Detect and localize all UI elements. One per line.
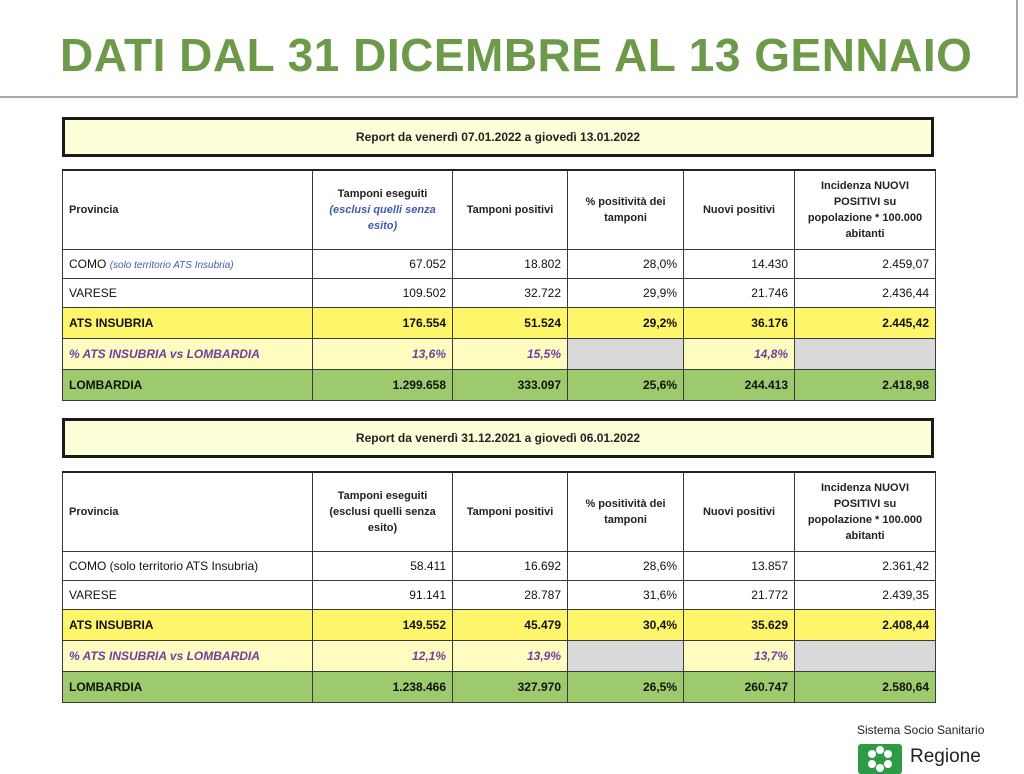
report1-table: [62, 169, 936, 401]
title-divider-end: [1016, 0, 1018, 98]
cell-pct: 28,0%: [568, 250, 684, 279]
cell-positivi: 327.970: [453, 672, 568, 703]
table-row: [63, 279, 936, 308]
cell-pct: 28,6%: [568, 552, 684, 581]
cell-nuovi: 14,8%: [684, 339, 795, 370]
report2-table: [62, 471, 936, 703]
table-row: [63, 370, 936, 401]
col-tamponi-eseguiti-note: (esclusi quelli senza esito): [329, 204, 436, 232]
table-row: [63, 581, 936, 610]
cell-incidenza: [795, 339, 936, 370]
cell-positivi: 51.524: [453, 308, 568, 339]
cell-incidenza: 2.408,44: [795, 610, 936, 641]
cell-eseguiti: 109.502: [313, 279, 453, 308]
cell-incidenza: 2.436,44: [795, 279, 936, 308]
table-header-row: [63, 472, 936, 552]
row-como-name: COMO: [69, 257, 107, 271]
cell-nuovi: 21.772: [684, 581, 795, 610]
cell-eseguiti: 91.141: [313, 581, 453, 610]
row-como-note: (solo territorio ATS Insubria): [109, 260, 234, 271]
col-tamponi-positivi: Tamponi positivi: [453, 472, 568, 552]
cell-incidenza: 2.445,42: [795, 308, 936, 339]
col-tamponi-eseguiti: [313, 170, 453, 250]
row-label: [63, 250, 313, 279]
title-divider: [0, 96, 1018, 98]
cell-nuovi: 244.413: [684, 370, 795, 401]
cell-pct: 25,6%: [568, 370, 684, 401]
cell-positivi: 32.722: [453, 279, 568, 308]
row-label: LOMBARDIA: [63, 672, 313, 703]
col-nuovi-positivi: Nuovi positivi: [684, 170, 795, 250]
cell-eseguiti: 67.052: [313, 250, 453, 279]
cell-incidenza: 2.418,98: [795, 370, 936, 401]
cell-eseguiti: 13,6%: [313, 339, 453, 370]
col-incidenza: Incidenza NUOVI POSITIVI su popolazione * 100.000 abitanti: [795, 472, 936, 552]
row-label: ATS INSUBRIA: [63, 610, 313, 641]
col-provincia: Provincia: [63, 170, 313, 250]
regione-lombardia-rose-icon: [858, 744, 902, 774]
cell-incidenza: 2.580,64: [795, 672, 936, 703]
cell-eseguiti: 12,1%: [313, 641, 453, 672]
col-provincia: Provincia: [63, 472, 313, 552]
cell-incidenza: [795, 641, 936, 672]
cell-positivi: 16.692: [453, 552, 568, 581]
cell-eseguiti: 1.238.466: [313, 672, 453, 703]
cell-pct: 31,6%: [568, 581, 684, 610]
report2-header: Report da venerdì 31.12.2021 a giovedì 06.01.2022: [62, 418, 934, 458]
col-tamponi-positivi: Tamponi positivi: [453, 170, 568, 250]
row-label: VARESE: [63, 581, 313, 610]
col-positivita: % positività dei tamponi: [568, 170, 684, 250]
col-tamponi-eseguiti-note: (esclusi quelli senza esito): [329, 506, 436, 534]
col-tamponi-eseguiti-label: Tamponi eseguiti: [337, 490, 428, 502]
footer-system-text: Sistema Socio Sanitario: [857, 723, 985, 737]
table-row: [63, 250, 936, 279]
cell-nuovi: 260.747: [684, 672, 795, 703]
col-tamponi-eseguiti: [313, 472, 453, 552]
cell-positivi: 45.479: [453, 610, 568, 641]
row-label: % ATS INSUBRIA vs LOMBARDIA: [63, 641, 313, 672]
cell-nuovi: 13.857: [684, 552, 795, 581]
cell-eseguiti: 58.411: [313, 552, 453, 581]
table-row: [63, 308, 936, 339]
table-row: [63, 552, 936, 581]
cell-positivi: 13,9%: [453, 641, 568, 672]
cell-incidenza: 2.361,42: [795, 552, 936, 581]
table-header-row: [63, 170, 936, 250]
cell-nuovi: 21.746: [684, 279, 795, 308]
row-label: ATS INSUBRIA: [63, 308, 313, 339]
cell-eseguiti: 176.554: [313, 308, 453, 339]
cell-incidenza: 2.459,07: [795, 250, 936, 279]
cell-positivi: 15,5%: [453, 339, 568, 370]
table-row: [63, 641, 936, 672]
row-label: COMO (solo territorio ATS Insubria): [63, 552, 313, 581]
col-nuovi-positivi: Nuovi positivi: [684, 472, 795, 552]
cell-pct: [568, 339, 684, 370]
cell-pct: 29,2%: [568, 308, 684, 339]
row-label: VARESE: [63, 279, 313, 308]
cell-nuovi: 35.629: [684, 610, 795, 641]
report1-header: Report da venerdì 07.01.2022 a giovedì 13.01.2022: [62, 117, 934, 157]
col-positivita: % positività dei tamponi: [568, 472, 684, 552]
cell-nuovi: 36.176: [684, 308, 795, 339]
col-incidenza: Incidenza NUOVI POSITIVI su popolazione * 100.000 abitanti: [795, 170, 936, 250]
table-row: [63, 339, 936, 370]
cell-eseguiti: 1.299.658: [313, 370, 453, 401]
cell-positivi: 28.787: [453, 581, 568, 610]
table-row: [63, 610, 936, 641]
cell-positivi: 333.097: [453, 370, 568, 401]
page-title: DATI DAL 31 DICEMBRE AL 13 GENNAIO: [60, 29, 973, 81]
cell-pct: [568, 641, 684, 672]
cell-nuovi: 14.430: [684, 250, 795, 279]
row-label: LOMBARDIA: [63, 370, 313, 401]
cell-eseguiti: 149.552: [313, 610, 453, 641]
col-tamponi-eseguiti-label: Tamponi eseguiti: [337, 188, 428, 200]
cell-incidenza: 2.439,35: [795, 581, 936, 610]
cell-pct: 29,9%: [568, 279, 684, 308]
table-row: [63, 672, 936, 703]
row-label: % ATS INSUBRIA vs LOMBARDIA: [63, 339, 313, 370]
cell-nuovi: 13,7%: [684, 641, 795, 672]
cell-positivi: 18.802: [453, 250, 568, 279]
footer-logo-text: Regione: [910, 746, 981, 767]
cell-pct: 26,5%: [568, 672, 684, 703]
cell-pct: 30,4%: [568, 610, 684, 641]
